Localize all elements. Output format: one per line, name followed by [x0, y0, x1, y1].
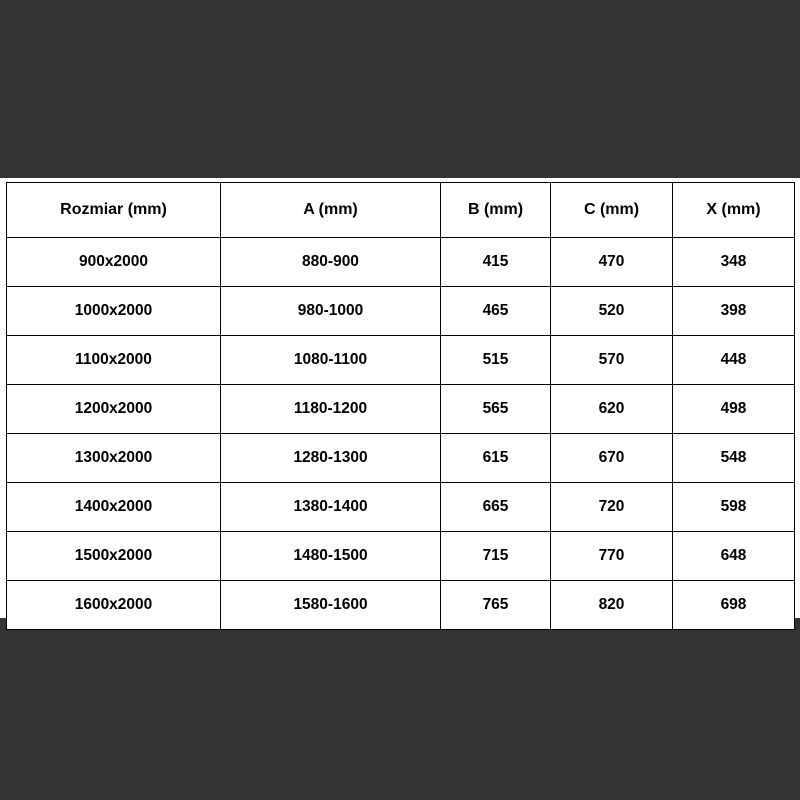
table-cell-a: 1580-1600: [221, 581, 441, 630]
table-header-cell-a: A (mm): [221, 183, 441, 238]
table-cell-b: 415: [441, 238, 551, 287]
table-cell-x: 698: [673, 581, 795, 630]
table-row: [7, 483, 795, 532]
table-row: [7, 336, 795, 385]
table-cell-x: 548: [673, 434, 795, 483]
table-cell-c: 820: [551, 581, 673, 630]
table-cell-b: 715: [441, 532, 551, 581]
table-cell-x: 398: [673, 287, 795, 336]
table-cell-c: 470: [551, 238, 673, 287]
table-cell-size: 1600x2000: [7, 581, 221, 630]
table-header-row: [7, 183, 795, 238]
table-cell-x: 648: [673, 532, 795, 581]
table-header-cell-c: C (mm): [551, 183, 673, 238]
table-cell-x: 498: [673, 385, 795, 434]
table-cell-size: 1000x2000: [7, 287, 221, 336]
table-cell-x: 448: [673, 336, 795, 385]
table-cell-size: 1100x2000: [7, 336, 221, 385]
table-row: [7, 385, 795, 434]
table-cell-a: 1080-1100: [221, 336, 441, 385]
table-cell-a: 1280-1300: [221, 434, 441, 483]
table-cell-b: 615: [441, 434, 551, 483]
table-cell-x: 598: [673, 483, 795, 532]
table-row: [7, 238, 795, 287]
table-cell-x: 348: [673, 238, 795, 287]
table-cell-size: 1300x2000: [7, 434, 221, 483]
table-cell-a: 1380-1400: [221, 483, 441, 532]
table-cell-b: 765: [441, 581, 551, 630]
table-cell-a: 1180-1200: [221, 385, 441, 434]
table-header-cell-x: X (mm): [673, 183, 795, 238]
table-cell-b: 465: [441, 287, 551, 336]
table-cell-b: 515: [441, 336, 551, 385]
table-cell-size: 900x2000: [7, 238, 221, 287]
table-cell-size: 1400x2000: [7, 483, 221, 532]
table-cell-a: 1480-1500: [221, 532, 441, 581]
table-cell-a: 880-900: [221, 238, 441, 287]
table-header-cell-b: B (mm): [441, 183, 551, 238]
table-cell-b: 565: [441, 385, 551, 434]
table-header-cell-rozmiar: Rozmiar (mm): [7, 183, 221, 238]
table-row: [7, 434, 795, 483]
table-cell-size: 1500x2000: [7, 532, 221, 581]
table-cell-a: 980-1000: [221, 287, 441, 336]
table-row: [7, 287, 795, 336]
table-cell-c: 620: [551, 385, 673, 434]
size-table: [6, 182, 795, 630]
table-cell-c: 720: [551, 483, 673, 532]
table-cell-c: 570: [551, 336, 673, 385]
table-cell-c: 770: [551, 532, 673, 581]
table-row: [7, 581, 795, 630]
table-cell-c: 670: [551, 434, 673, 483]
table-row: [7, 532, 795, 581]
table-cell-c: 520: [551, 287, 673, 336]
table-cell-size: 1200x2000: [7, 385, 221, 434]
table-cell-b: 665: [441, 483, 551, 532]
